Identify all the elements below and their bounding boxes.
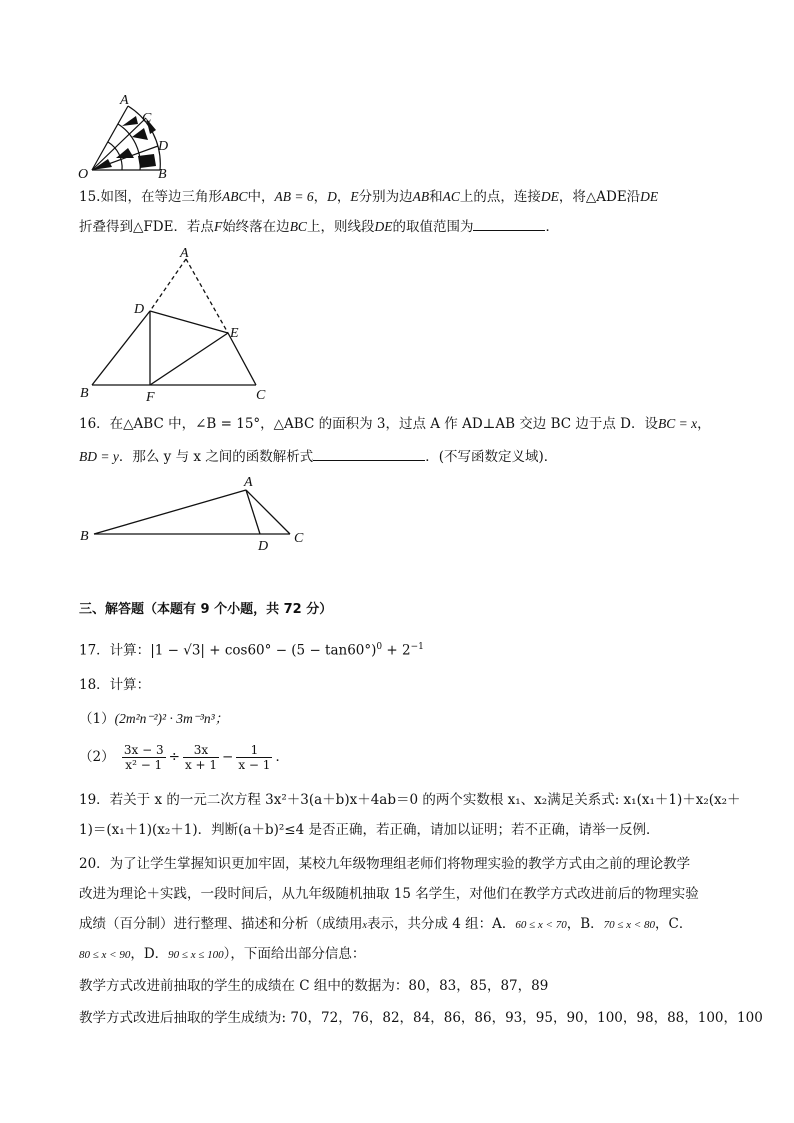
segment-bd [92,311,150,385]
q16-line1: 16．在△ABC 中，∠B = 15°，△ABC 的面积为 3，过点 A 作 AD⊥AB 交边 BC 边于点 D．设BC = x， [79,416,711,432]
fold-label-f: F [146,390,155,405]
q18-part1: （1）(2m²n⁻²)² · 3m⁻³n³； [79,711,229,727]
sector-label-o: O [78,167,89,180]
sector-label-c: C [142,111,152,126]
q20-line5: 教学方式改进前抽取的学生的成绩在 C 组中的数据为：80，83，85，87，89 [79,978,549,994]
triangle-label-a: A [244,475,253,490]
sector-radius-oa [92,106,128,170]
fraction-3: $\frac{1}{x - 1}$ [238,743,271,772]
sector-figure [76,92,176,180]
q20-line6: 教学方式改进后抽取的学生成绩为: 70，72，76，82，84，86，86，93，95，90，100，98，88，100，100 [79,1010,763,1026]
section-heading: 三、解答题（本题有 9 个小题，共 72 分） [79,602,333,617]
q18-part2: （2） $\frac{3x - 3}{\text{x² − 1}}$ ÷ $\frac{3x}{x + 1}$ − $\frac{1}{x - 1}$ ． [79,743,289,772]
q19-line1: 19．若关于 x 的一元二次方程 3x²＋3(a＋b)x＋4ab＝0 的两个实数根 x₁、x₂满足关系式: x₁(x₁＋1)＋x₂(x₂＋ [79,792,741,808]
fold-label-b: B [80,386,89,401]
q15-line1: 15.如图，在等边三角形ABC中，AB = 6，D，E分别为边AB和AC上的点，连接DE，将△ADE沿DE [79,189,659,205]
q20-line4: 80 ≤ x < 90，D．90 ≤ x ≤ 100），下面给出部分信息： [79,946,366,962]
sector-label-d: D [158,139,169,154]
q17: 17．计算：$|1 - √3| + \cos 60^\circ - (5 - \tan 60^\circ)^0 + 2^{-1}$ [79,642,424,659]
fold-label-e: E [230,326,239,341]
triangle-fold-figure [78,245,278,405]
segment-ab [94,490,246,534]
q20-line1: 20．为了让学生掌握知识更加牢固，某校九年级物理组老师们将物理实验的教学方式由之前的理论教学 [79,856,691,872]
fold-label-c: C [256,388,266,403]
segment-ae [186,259,228,333]
segment-de [150,311,228,333]
triangle-abc-figure [76,472,316,552]
fraction-2: $\frac{3x}{x + 1}$ [184,743,218,772]
triangle-label-b: B [80,529,89,544]
answer-blank-q15[interactable] [473,216,545,231]
triangle-label-c: C [294,531,304,546]
q19-line2: 1)＝(x₁＋1)(x₂＋1)．判断(a＋b)²≤4 是否正确，若正确，请加以证明；若不正确，请举一反例． [79,822,660,838]
answer-blank-q16[interactable] [313,446,425,461]
sector-radius-oc [92,118,146,170]
segment-ad [150,259,186,311]
q20-line2: 改进为理论＋实践，一段时间后，从九年级随机抽取 15 名学生，对他们在教学方式改进前后的物理实验 [79,886,699,902]
segment-fe [150,333,228,385]
triangle-label-d: D [258,539,269,552]
fold-label-a: A [180,246,189,261]
fraction-1: $\frac{3x - 3}{\text{x² − 1}}$ [123,743,164,772]
q20-line3: 成绩（百分制）进行整理、描述和分析（成绩用x表示，共分成 4 组：A．60 ≤ x < 70，B．70 ≤ x < 80，C． [79,916,693,932]
sector-label-a: A [120,93,129,108]
fold-label-d: D [134,302,145,317]
q18-label: 18．计算： [79,677,151,693]
q16-line2: BD = y．那么 y 与 x 之间的函数解析式 ．(不写函数定义域)． [79,446,557,467]
q15-line2: 折叠得到△FDE．若点F始终落在边BC上，则线段DE的取值范围为 ． [79,216,559,237]
sector-label-b: B [158,167,167,180]
